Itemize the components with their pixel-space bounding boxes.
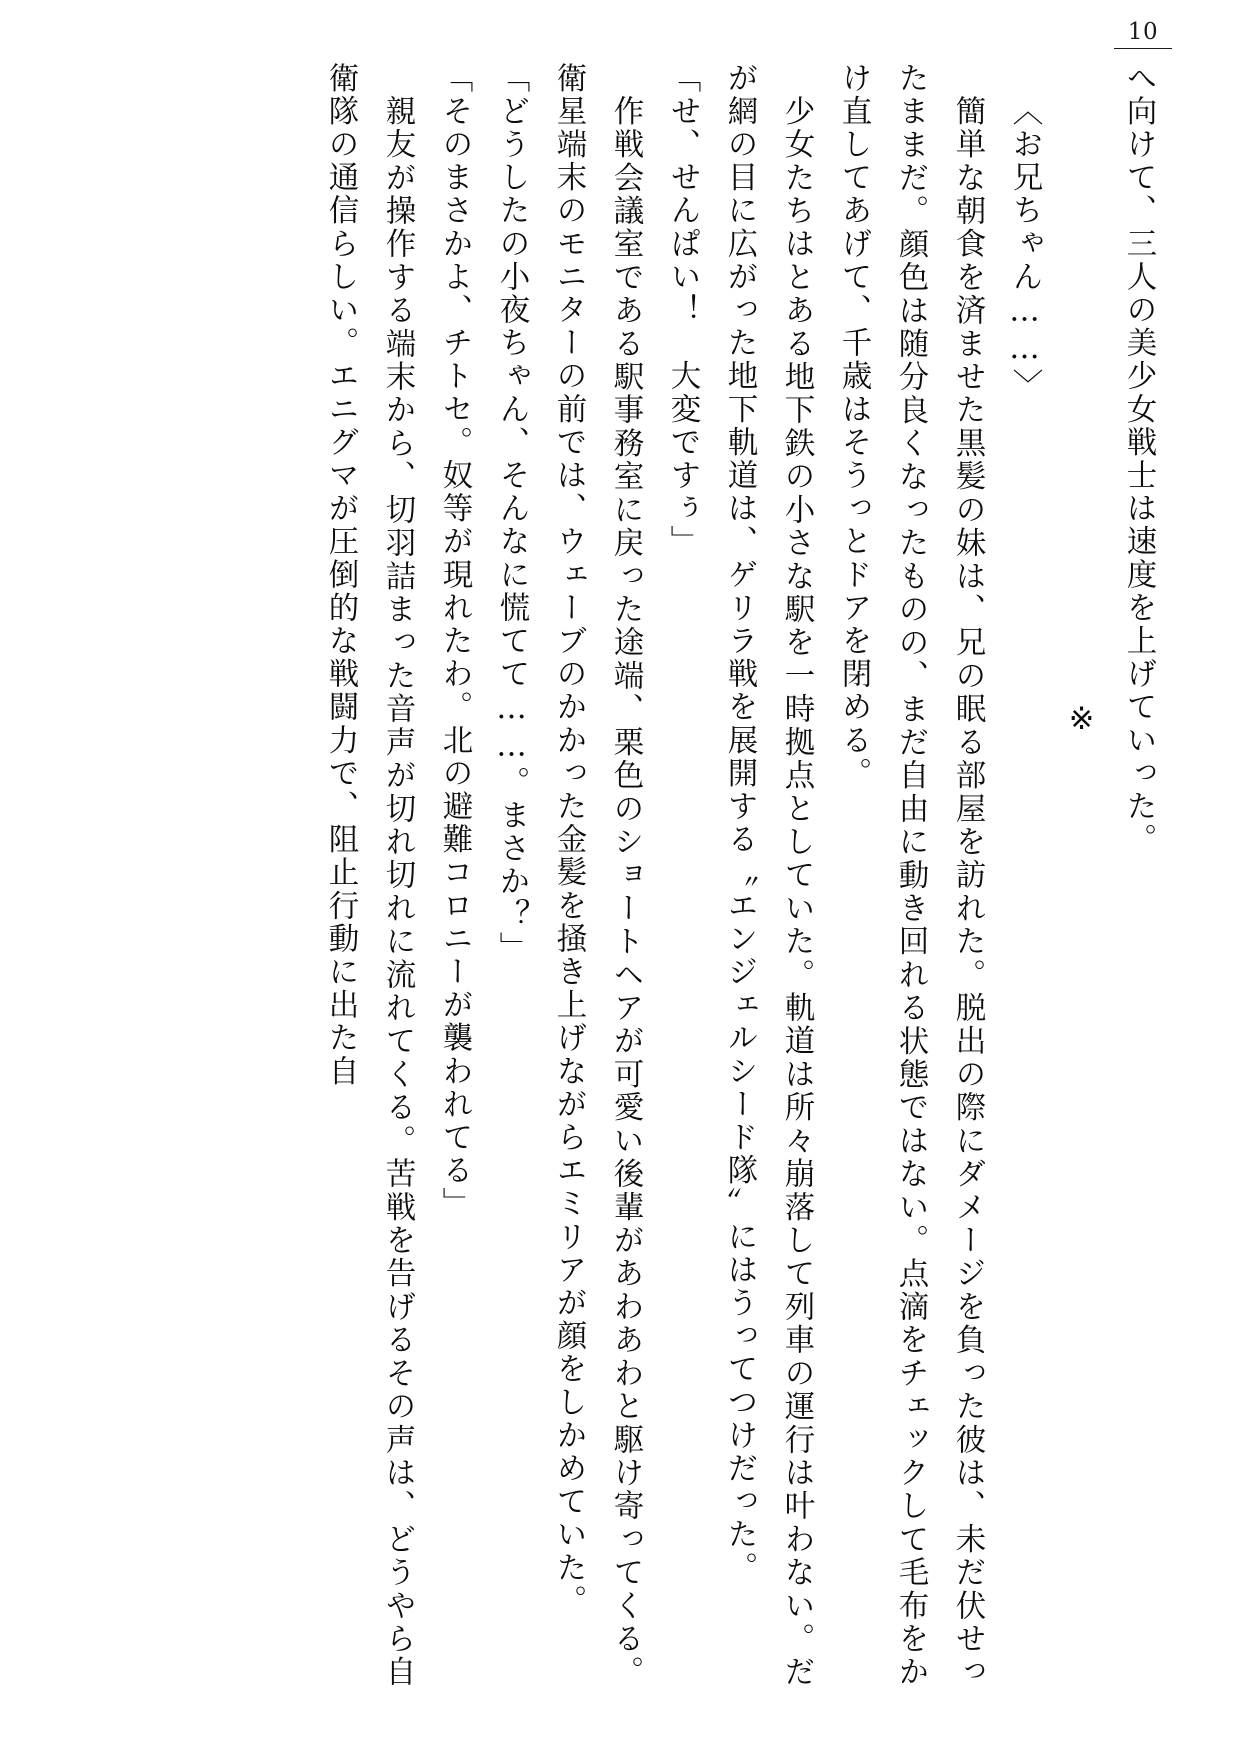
paragraph: 〈お兄ちゃん……〉 <box>1007 95 1042 402</box>
page-number: 10 <box>1127 19 1159 45</box>
paragraph: へ向けて、三人の美少女戦士は速度を上げていった。 <box>1121 62 1156 857</box>
paragraph: 親友が操作する端末から、切羽詰まった音声が切れ切れに流れてくる。苦戦を告げるその声は、どうやら自衛隊の通信らしい。エニグマが圧倒的な戦闘力で、阻止行動に出た自 <box>323 62 415 1689</box>
paragraph: 少女たちはとある地下鉄の小さな駅を一時拠点としていた。軌道は所々崩落して列車の運行は叶わない。だが網の目に広がった地下軌道は、ゲリラ戦を展開する〝エンジェルシード隊〟にはうってつけだった。 <box>722 62 814 1689</box>
page-number-rule <box>1114 48 1172 49</box>
paragraph: 簡単な朝食を済ませた黒髪の妹は、兄の眠る部屋を訪れた。脱出の際にダメージを負った彼は、未だ伏せったままだ。顔色は随分良くなったものの、まだ自由に動き回れる状態ではない。点滴をチェックして毛布をかけ直してあげて、千歳はそうっとドアを閉める。 <box>836 62 985 1689</box>
body-text <box>92 62 1167 1689</box>
paragraph: 「そのまさかよ、チトセ。奴等が現れたわ。北の避難コロニーが襲われてる」 <box>437 62 472 1221</box>
section-mark: ※ <box>1064 702 1099 740</box>
paragraph: 「せ、せんぱい！ 大変ですぅ」 <box>665 62 700 559</box>
paragraph: 「どうしたの小夜ちゃん、そんなに慌てて……。まさか？」 <box>494 62 529 965</box>
page-number-block <box>1107 18 1179 49</box>
paragraph: 作戦会議室である駅事務室に戻った途端、栗色のショートヘアが可愛い後輩があわあわと駆け寄ってくる。衛星端末のモニターの前では、ウェーブのかかった金髪を掻き上げながらエミリアが顔をしかめていた。 <box>551 62 643 1689</box>
section-mark-line <box>1053 62 1110 1689</box>
